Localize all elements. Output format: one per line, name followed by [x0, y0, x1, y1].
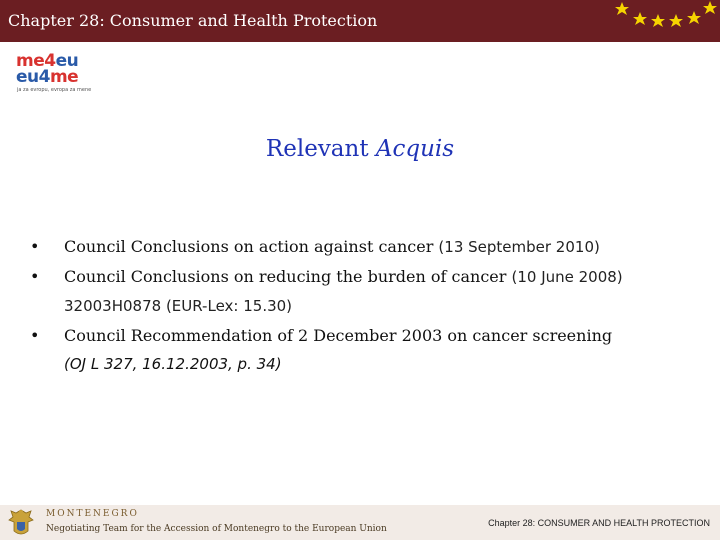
star-icon — [703, 1, 717, 14]
bullet-icon: • — [30, 326, 40, 345]
celex-reference: 32003H0878 (EUR-Lex: 15.30) — [64, 297, 293, 315]
footer-bar — [0, 505, 720, 540]
list-item: • Council Conclusions on action against cancer (13 September 2010) — [30, 232, 710, 262]
star-icon — [651, 14, 665, 27]
logo-tagline: ja za evropu, evropa za mene — [17, 87, 92, 93]
logo-line-1: me4eu — [16, 51, 79, 71]
star-icon — [615, 2, 629, 15]
logo-line-2: eu4me — [16, 67, 79, 87]
bullet-icon: • — [30, 237, 40, 256]
star-icon — [633, 12, 647, 25]
bullet-icon: • — [30, 267, 40, 286]
footer-team: Negotiating Team for the Accession of Montenegro to the European Union — [46, 524, 387, 534]
list-item: • Council Recommendation of 2 December 2003 on cancer screening (OJ L 327, 16.12.2003, p. 34) — [30, 321, 710, 379]
list-item: • Council Conclusions on reducing the burden of cancer (10 June 2008) 32003H0878 (EUR-Lex: 15.30) — [30, 262, 710, 321]
star-icon — [687, 11, 701, 24]
oj-citation: (OJ L 327, 16.12.2003, p. 34) — [64, 355, 282, 373]
coat-of-arms-icon — [4, 507, 38, 539]
slide-title: Relevant Acquis — [265, 136, 455, 162]
eu-stars-icon — [610, 0, 720, 36]
chapter-title: Chapter 28: Consumer and Health Protection — [8, 11, 378, 30]
me4eu-logo — [16, 53, 116, 97]
star-icon — [669, 14, 683, 27]
footer-chapter: Chapter 28: CONSUMER AND HEALTH PROTECTION — [488, 518, 710, 528]
footer-country: MONTENEGRO — [46, 509, 139, 519]
header-bar — [0, 0, 720, 42]
acquis-list — [30, 232, 710, 379]
